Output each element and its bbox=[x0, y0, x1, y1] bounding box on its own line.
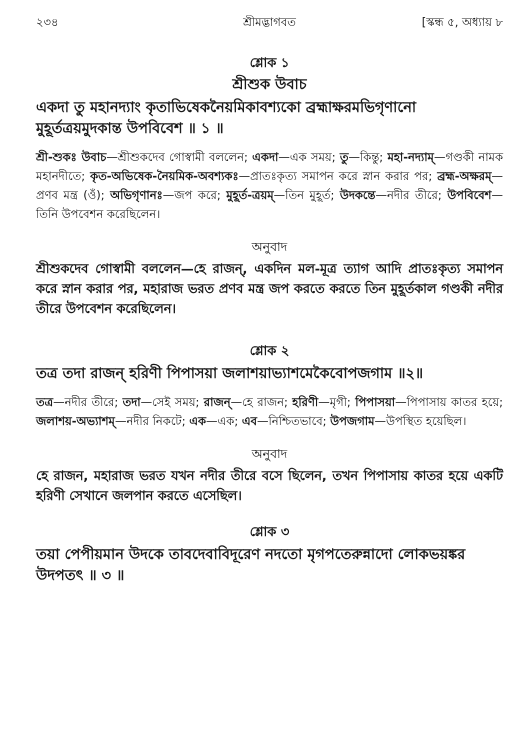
verse-2-synonyms bbox=[36, 393, 503, 431]
synonym-meaning: —এক সময়; bbox=[278, 150, 340, 164]
synonym-meaning: —গণ্ডকী নামক মহানদীতে; bbox=[36, 150, 503, 183]
verse-1-speaker: শ্রীশুক উবাচ bbox=[232, 77, 307, 93]
verse-2-translation-heading: অনুবাদ bbox=[251, 446, 288, 461]
verse-1-translation-heading: অনুবাদ bbox=[251, 239, 288, 254]
synonym-word: জলাশয়-অভ্যাশম্ bbox=[36, 414, 115, 428]
verse-1-synonyms bbox=[36, 148, 503, 224]
synonym-word: পিপাসয়া bbox=[355, 395, 396, 409]
page-header bbox=[36, 14, 503, 34]
verse-1-text: একদা তু মহানদ্যাং কৃতাভিষেকনৈয়মিকাবশ্যকো ব্রহ্মাক্ষরমভিগৃণানো মুহূর্তত্রয়মুদকান্ত উপবিবেশ ॥ ১ ॥ bbox=[36, 100, 417, 137]
synonym-word: মহা-নদ্যাম্ bbox=[387, 150, 434, 164]
synonym-word: কৃত-অভিষেক-নৈয়মিক-অবশ্যকঃ bbox=[90, 169, 239, 183]
synonym-meaning: —হে রাজন; bbox=[230, 395, 293, 409]
verse-2-text: তত্র তদা রাজন্ হরিণী পিপাসয়া জলাশয়াভ্যাশমেকৈবোপজগাম ॥২॥ bbox=[36, 366, 424, 382]
synonym-meaning: —শ্রীশুকদেব গোস্বামী বললেন; bbox=[106, 150, 253, 164]
synonym-word: তদা bbox=[122, 395, 141, 409]
synonym-meaning: —তিন মুহূর্ত; bbox=[273, 188, 340, 202]
synonym-meaning: —নদীর তীরে; bbox=[53, 395, 123, 409]
synonym-word: উপবিবেশ bbox=[447, 188, 492, 202]
verse-2-heading: শ্লোক ২ bbox=[249, 344, 290, 359]
synonym-word: রাজন্ bbox=[203, 395, 231, 409]
synonym-word: হরিণী bbox=[292, 395, 319, 409]
synonym-meaning: —নদীর নিকটে; bbox=[114, 414, 190, 428]
synonym-word: উদকন্তে bbox=[339, 188, 376, 202]
synonym-meaning: —উপস্থিত হয়েছিল। bbox=[374, 414, 467, 428]
synonym-word: মুহূর্ত-ত্রয়ম্ bbox=[226, 188, 274, 202]
synonym-word: অভিগৃণানঃ bbox=[110, 188, 163, 202]
synonym-meaning: —পিপাসায় কাতর হয়ে; bbox=[395, 395, 504, 409]
synonym-word: তত্র bbox=[36, 395, 54, 409]
synonym-meaning: —এক; bbox=[206, 414, 242, 428]
verse-3-heading: শ্লোক ৩ bbox=[249, 525, 290, 540]
verse-1-heading: শ্লোক ১ bbox=[249, 56, 290, 71]
synonym-meaning: —সেই সময়; bbox=[140, 395, 204, 409]
verse-1-translation: শ্রীশুকদেব গোস্বামী বললেন—হে রাজন্, একদিন মল-মূত্র ত্যাগ আদি প্রাতঃকৃত্য সমাপন করে স্নান করার পর, মহারাজ ভরত প্রণব মন্ত্র জপ করতে করতে তিন মুহূর্তকাল গণ্ডকী নদীর তীরে উপবেশন করেছিলেন। bbox=[36, 262, 503, 317]
synonym-word: তু bbox=[339, 150, 349, 164]
synonym-meaning: —জপ করে; bbox=[162, 188, 227, 202]
running-title: শ্রীমদ্ভাগবত bbox=[243, 15, 296, 29]
synonym-meaning: —নিশ্চিতভাবে; bbox=[257, 414, 331, 428]
section-reference: [স্কন্ধ ৫, অধ্যায় ৮ bbox=[421, 15, 503, 29]
page-number: ২৩৪ bbox=[36, 15, 59, 29]
synonym-meaning: —তিনি উপবেশন করেছিলেন। bbox=[36, 188, 503, 221]
synonym-meaning: —মৃগী; bbox=[318, 395, 356, 409]
verse-3-text: তয়া পেপীয়মান উদকে তাবদেবাবিদূরেণ নদতো মৃগপতেরুন্নাদো লোকভয়ঙ্কর উদপতৎ ॥ ৩ ॥ bbox=[36, 547, 466, 584]
synonym-meaning: —নদীর তীরে; bbox=[375, 188, 448, 202]
synonym-word: এব bbox=[241, 414, 258, 428]
synonym-word: একদা bbox=[252, 150, 279, 164]
synonym-meaning: —প্রণব মন্ত্র (ওঁ); bbox=[36, 169, 503, 202]
synonym-word: শ্রী-শুকঃ উবাচ bbox=[36, 150, 107, 164]
page-content bbox=[36, 54, 503, 587]
synonym-word: উপজগাম bbox=[330, 414, 375, 428]
verse-2-translation: হে রাজন, মহারাজ ভরত যখন নদীর তীরে বসে ছিলেন, তখন পিপাসায় কাতর হয়ে একটি হরিণী সেখানে জলপান করতে এসেছিল। bbox=[36, 469, 503, 504]
synonym-word: এক bbox=[189, 414, 207, 428]
synonym-meaning: —প্রাতঃকৃত্য সমাপন করে স্নান করার পর; bbox=[238, 169, 438, 183]
synonym-meaning: —কিন্তু; bbox=[348, 150, 388, 164]
synonym-word: ব্রহ্ম-অক্ষরম্ bbox=[437, 169, 492, 183]
